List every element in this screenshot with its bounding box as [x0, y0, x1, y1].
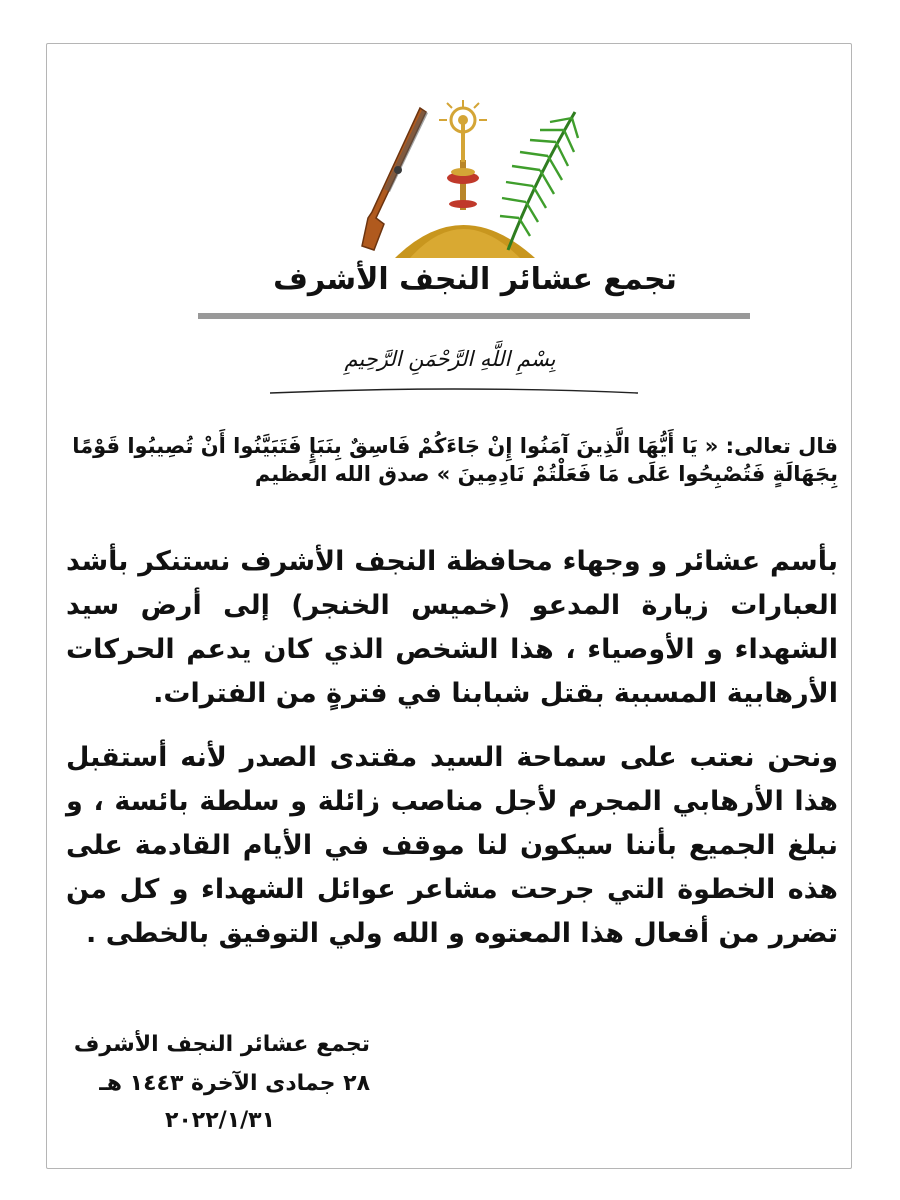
palm-frond-icon [500, 112, 578, 250]
signature-hijri-date: ٢٨ جمادى الآخرة ١٤٤٣ هـ [99, 1071, 370, 1096]
quran-verse: قال تعالى: « يَا أَيُّهَا الَّذِينَ آمَنُوا إِنْ جَاءَكُمْ فَاسِقٌ بِنَبَإٍ فَتَبَيَّنُوا أَنْ تُصِيبُوا قَوْمًا بِجَهَالَةٍ فَتُصْبِحُوا عَلَى مَا فَعَلْتُمْ نَادِمِينَ » صدق الله العظيم [72, 434, 838, 486]
org-title: تجمع عشائر النجف الأشرف [273, 262, 677, 297]
signature-gregorian-date: ٢٠٢٢/١/٣١ [164, 1108, 276, 1133]
body-paragraph-2: ونحن نعتب على سماحة السيد مقتدى الصدر لأنه أستقبل هذا الأرهابي المجرم لأجل مناصب زائلة و سلطة بائسة ، و نبلغ الجميع بأننا سيكون لنا موقف في الأيام القادمة على هذه الخطوة التي جرحت مشاعر عوائل الشهداء و كل من تضرر من أفعال هذا المعتوه و الله ولي التوفيق بالخطى . [66, 742, 838, 949]
rifle-icon [362, 108, 428, 250]
header-divider [198, 313, 750, 319]
emblem [350, 100, 590, 262]
body-paragraph-1: بأسم عشائر و وجهاء محافظة النجف الأشرف نستنكر بأشد العبارات زيارة المدعو (خميس الخنجر) إلى أرض سيد الشهداء و الأوصياء ، هذا الشخص الذي كان يدعم الحركات الأرهابية المسببة بقتل شبابنا في فترةٍ من الفترات. [66, 546, 838, 709]
basmala: بِسْمِ اللَّهِ الرَّحْمَنِ الرَّحِيمِ [344, 347, 556, 371]
basmala-flourish [268, 383, 640, 397]
signature-org: تجمع عشائر النجف الأشرف [73, 1032, 370, 1057]
